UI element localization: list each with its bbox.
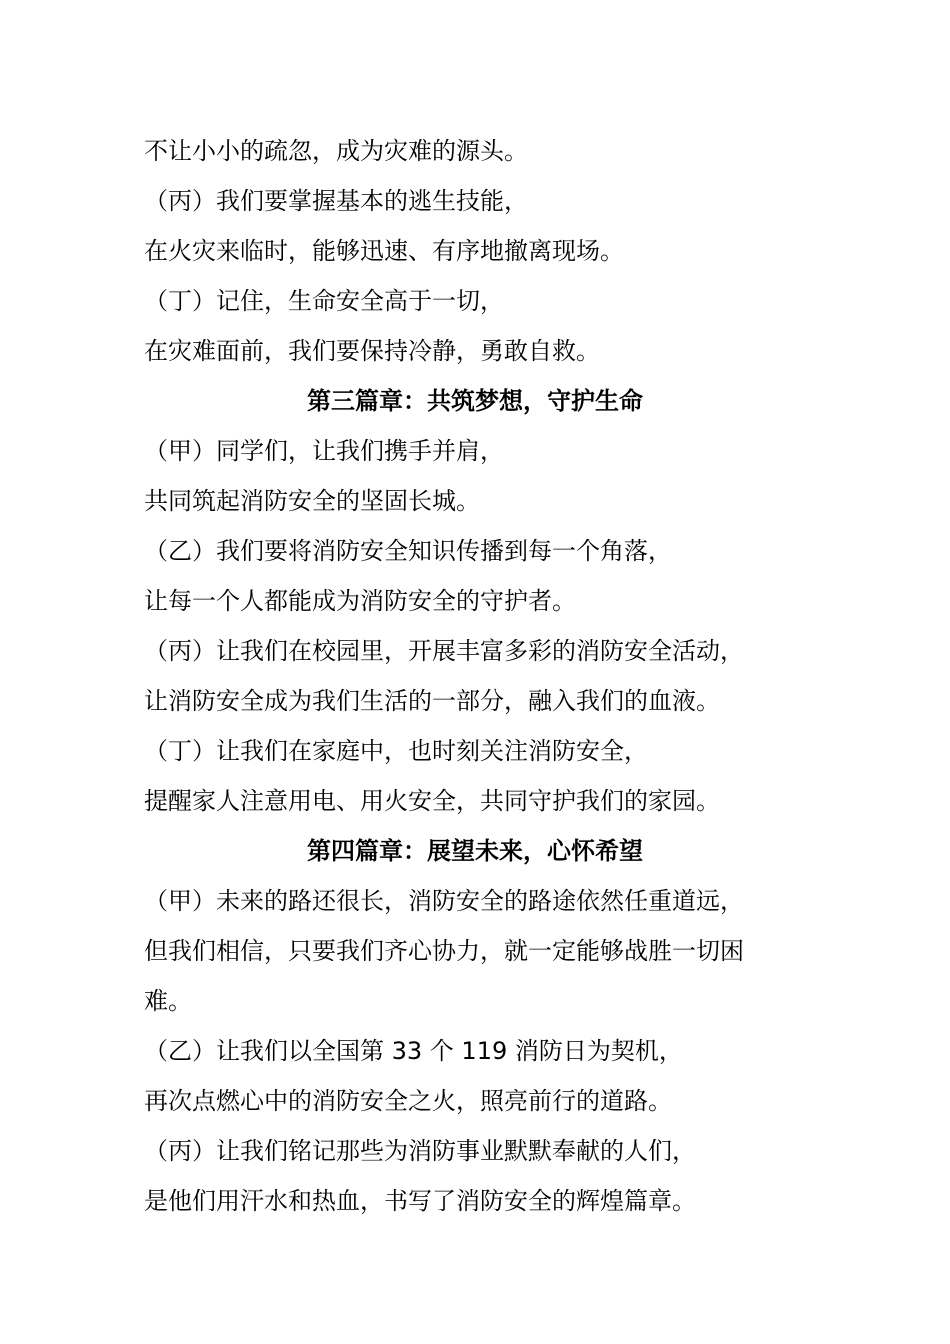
chapter-heading: 第三篇章：共筑梦想，守护生命 — [307, 387, 643, 415]
chapter-heading: 第四篇章：展望未来，心怀希望 — [307, 837, 643, 865]
text-line: 让每一个人都能成为消防安全的守护者。 — [144, 587, 576, 615]
text-line: 提醒家人注意用电、用火安全，共同守护我们的家园。 — [144, 787, 720, 815]
text-line: （丙）我们要掌握基本的逃生技能， — [144, 187, 528, 215]
document-body — [144, 126, 810, 1226]
text-line: 在火灾来临时，能够迅速、有序地撤离现场。 — [144, 237, 624, 265]
text-line: 不让小小的疏忽，成为灾难的源头。 — [144, 137, 528, 165]
text-line: 但我们相信，只要我们齐心协力，就一定能够战胜一切困 — [144, 937, 744, 965]
text-line: （乙）让我们以全国第 33 个 119 消防日为契机， — [144, 1037, 683, 1065]
text-line: 让消防安全成为我们生活的一部分，融入我们的血液。 — [144, 687, 720, 715]
text-line: （丙）让我们铭记那些为消防事业默默奉献的人们， — [144, 1137, 696, 1165]
text-line: （丁）记住，生命安全高于一切， — [144, 287, 504, 315]
text-line: （甲）未来的路还很长，消防安全的路途依然任重道远， — [144, 887, 744, 915]
text-line: 是他们用汗水和热血，书写了消防安全的辉煌篇章。 — [144, 1187, 696, 1215]
text-line: （丙）让我们在校园里，开展丰富多彩的消防安全活动， — [144, 637, 744, 665]
text-line: 难。 — [144, 987, 192, 1015]
text-line: （丁）让我们在家庭中，也时刻关注消防安全， — [144, 737, 648, 765]
text-line: （乙）我们要将消防安全知识传播到每一个角落， — [144, 537, 672, 565]
text-line: 在灾难面前，我们要保持冷静，勇敢自救。 — [144, 337, 600, 365]
text-line: 共同筑起消防安全的坚固长城。 — [144, 487, 480, 515]
text-line: （甲）同学们，让我们携手并肩， — [144, 437, 504, 465]
text-line: 再次点燃心中的消防安全之火，照亮前行的道路。 — [144, 1087, 672, 1115]
